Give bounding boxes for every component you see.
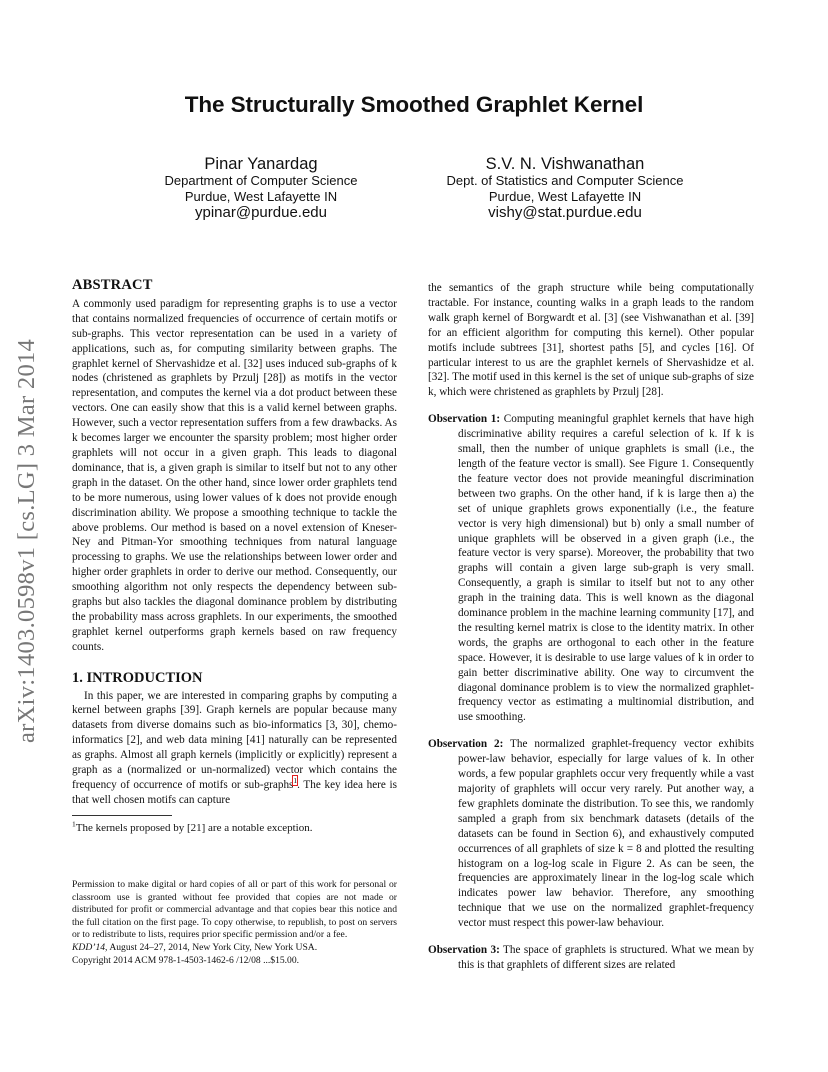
footnote bbox=[72, 821, 397, 835]
intro-continuation: the semantics of the graph structure while being computationally tractable. For instance, counting walks in a graph leads to the random walk graph kernel of Borgwardt et al. [3] (see Vishwanathan et al. [39] for an efficient algorithm for computing this kernel). Other popular motifs include subtrees [31], shortest paths [5], and cycles [16]. Of particular interest to us are the graphlet kernels of Shervashidze et al. [32]. The motif used in this kernel is the set of unique sub-graphs of size k, which were christened as graphlets by Przulj [28]. bbox=[428, 282, 754, 399]
observation-text: Computing meaningful graphlet kernels that have high discriminative ability requires a careful selection of k. If k is small, then the number of unique graphlets is small (i.e., the length of the feature vector is small). See Figure 1. Consequently the feature vector does not provide meaningful discrimination between two graphs. On the other hand, if k is large then a) the set of unique graphlets grows exponentially (i.e., the feature vector is very high dimensional) but b) only a small number of unique graphlets will be observed in a given graph (i.e., the feature vector is very sparse). Moreover, the probability that two graphs will contain a given large sub-graph is very small. Consequently, a graph is similar to itself but not to any other graph in the training data. This is well known as the diagonal dominance problem in the machine learning community [17], and the resulting kernel matrix is close to the identity matrix. In other words, the graphs are orthogonal to each other in the feature space. However, it is desirable to use large values of k in order to gain better discriminative ability. One way to circumvent the diagonal dominance problem is to view the normalized graphlet-frequency vector as estimating a multinomial distribution, and use smoothing. bbox=[458, 413, 754, 724]
observation-label: Observation 1: bbox=[428, 413, 501, 426]
right-column bbox=[428, 281, 754, 973]
conference-details: August 24–27, 2014, New York City, New York USA. bbox=[107, 941, 318, 953]
footnote-divider bbox=[72, 815, 172, 816]
observation-label: Observation 3: bbox=[428, 944, 500, 957]
abstract-text: A commonly used paradigm for representing graphs is to use a vector that contains normalized frequencies of occurrence of certain motifs or sub-graphs. This vector representation can be used in a variety of applications, such as, for computing similarity between graphs. The graphlet kernel of Shervashidze et al. [32] uses induced sub-graphs of k nodes (christened as graphlets by Przulj [28]) as motifs in the vector representation, and computes the kernel via a dot product between these vectors. One can easily show that this is a valid kernel between graphs. However, such a vector representation suffers from a few drawbacks. As k becomes larger we encounter the sparsity problem; most higher order graphlets will not occur in a given graph. This leads to diagonal dominance, that is, a given graph is similar to itself but not to any other graph in the dataset. On the other hand, since lower order graphlets tend to be more numerous, using lower values of k does not provide enough discrimination ability. We propose a smoothing technique to tackle the above problems. Our method is based on a novel extension of Kneser-Ney and Pitman-Yor smoothing techniques from natural language processing to graphs. We use the relationships between lower order and higher order graphlets in order to derive our method. Consequently, our smoothing algorithm not only respects the dependency between sub-graphs but also tackles the diagonal dominance problem by distributing the probability mass across graphlets. In our experiments, the smoothed graphlet kernel outperforms graph kernels based on raw frequency counts. bbox=[72, 297, 397, 653]
copyright-line: Copyright 2014 ACM 978-1-4503-1462-6 /12/08 ...$15.00. bbox=[72, 954, 300, 966]
author-block-2 bbox=[400, 155, 730, 222]
observation-text: The space of graphlets is structured. What we mean by this is that graphlets of different sizes are related bbox=[458, 944, 754, 971]
left-column bbox=[72, 278, 397, 808]
permission-text: Permission to make digital or hard copies of all or part of this work for personal or classroom use is granted without fee provided that copies are not made or distributed for profit or commercial advantage and that copies bear this notice and the full citation on the first page. To copy otherwise, to republish, to post on servers or to redistribute to lists, requires prior specific permission and/or a fee. bbox=[72, 879, 397, 941]
footnote-mark: 1 bbox=[72, 819, 76, 829]
intro-paragraph bbox=[72, 689, 397, 808]
author-address: Purdue, West Lafayette IN bbox=[184, 188, 338, 204]
intro-text-continued: . The key idea here is that well chosen motifs can capture bbox=[72, 779, 397, 806]
conference-line bbox=[72, 942, 397, 955]
abstract-heading: ABSTRACT bbox=[72, 277, 153, 293]
footnote-text: The kernels proposed by [21] are a notable exception. bbox=[75, 822, 313, 834]
intro-text: In this paper, we are interested in comparing graphs by computing a kernel between graphs [39]. Graph kernels are popular because many datasets from diverse domains such as bio-informatics [3, 30], chemo-informatics [2], and web data mining [41] naturally can be represented as graphs. Almost all graph kernels (implicitly or explicitly) represent a graph as a (normalized or un-normalized) vector which contains the frequency of occurrence of motifs or sub-graphs bbox=[72, 689, 397, 791]
observation-text: The normalized graphlet-frequency vector exhibits power-law behavior, especially for large values of k. In other words, a few popular graphlets occur very frequently while a vast majority of graphlets will occur very rarely. Put another way, a few graphlets dominate the distribution. To see this, we randomly sampled a graph from six benchmark datasets (details of the datasets can be found in Section 6), and exhaustively computed occurrences of all graphlets of size k = 8 and plotted the resulting histogram on a log-log scale in Figure 2. As can be seen, the frequencies are approximately linear in the log-log scale which indicates power law behavior. Therefore, any smoothing technique that we use on the normalized graphlet-frequency vector must respect this power-law behaviour. bbox=[458, 738, 754, 930]
author-email: vishy@stat.purdue.edu bbox=[488, 204, 642, 221]
arxiv-side-stamp: arXiv:1403.0598v1 [cs.LG] 3 Mar 2014 bbox=[13, 338, 40, 743]
author-department: Department of Computer Science bbox=[164, 173, 358, 188]
permission-notice bbox=[72, 879, 397, 967]
observation-3 bbox=[428, 943, 754, 973]
paper-title: The Structurally Smoothed Graphlet Kernel bbox=[184, 92, 644, 117]
conference-name: KDD’14, bbox=[72, 941, 108, 953]
footnote-mark-link[interactable]: 1 bbox=[293, 776, 298, 786]
author-block-1 bbox=[96, 155, 426, 222]
observation-label: Observation 2: bbox=[428, 738, 504, 751]
author-name: S.V. N. Vishwanathan bbox=[485, 155, 645, 173]
author-name: Pinar Yanardag bbox=[204, 155, 318, 173]
intro-heading: 1. INTRODUCTION bbox=[72, 669, 203, 686]
author-address: Purdue, West Lafayette IN bbox=[488, 188, 642, 204]
observation-1 bbox=[428, 412, 754, 725]
author-email: ypinar@purdue.edu bbox=[195, 204, 327, 221]
author-department: Dept. of Statistics and Computer Science bbox=[446, 173, 684, 188]
observation-2 bbox=[428, 737, 754, 931]
